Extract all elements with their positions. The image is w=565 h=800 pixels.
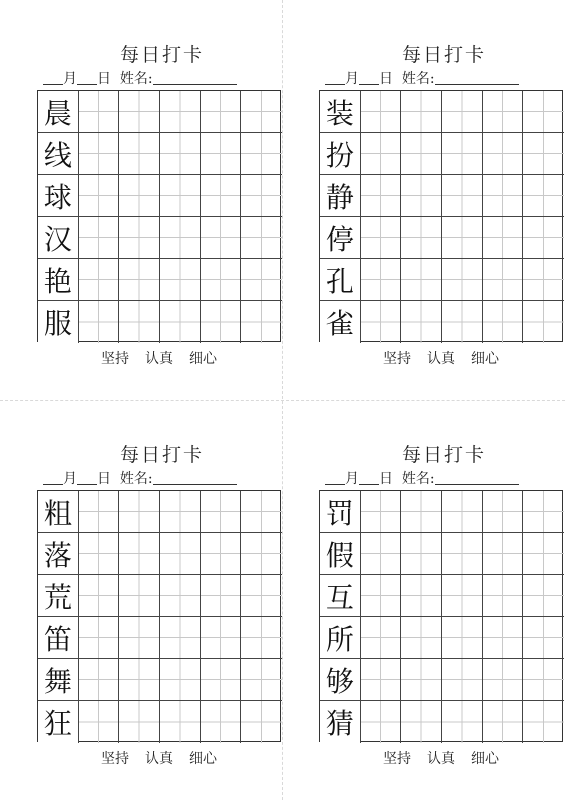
- model-character-cell: [38, 91, 79, 133]
- model-character-cell: [320, 659, 361, 701]
- model-character-cell: [38, 491, 79, 533]
- month-label: 月: [345, 471, 359, 487]
- practice-cell: [442, 617, 483, 659]
- day-label: 日: [379, 471, 393, 487]
- practice-cell: [160, 91, 201, 133]
- model-character-cell: [320, 491, 361, 533]
- day-blank[interactable]: [359, 70, 379, 85]
- day-label: 日: [379, 71, 393, 87]
- practice-cell: [523, 701, 564, 743]
- date-name-line: [325, 68, 519, 88]
- model-character-cell: [320, 91, 361, 133]
- practice-cell: [401, 575, 442, 617]
- card-title: 每日打卡: [119, 444, 204, 466]
- practice-cell: [483, 701, 524, 743]
- practice-cell: [79, 91, 120, 133]
- model-character: 罚: [320, 491, 360, 532]
- model-character: 够: [320, 659, 360, 700]
- practice-cell: [523, 91, 564, 133]
- name-blank[interactable]: [153, 70, 237, 85]
- practice-cell: [401, 301, 442, 343]
- practice-cell: [523, 575, 564, 617]
- practice-cell: [79, 217, 120, 259]
- practice-cell: [401, 533, 442, 575]
- motto-word: 细心: [471, 751, 499, 767]
- practice-cell: [119, 659, 160, 701]
- practice-cell: [119, 217, 160, 259]
- practice-cell: [201, 175, 242, 217]
- motto-word: 细心: [189, 751, 217, 767]
- practice-cell: [442, 301, 483, 343]
- practice-cell: [241, 259, 282, 301]
- model-character: 舞: [38, 659, 78, 700]
- day-blank[interactable]: [359, 470, 379, 485]
- practice-cell: [442, 701, 483, 743]
- practice-grid: [37, 90, 281, 342]
- practice-cell: [79, 533, 120, 575]
- model-character: 停: [320, 217, 360, 258]
- practice-cell: [361, 575, 402, 617]
- practice-cell: [160, 217, 201, 259]
- model-character-cell: [38, 175, 79, 217]
- practice-cell: [483, 133, 524, 175]
- practice-cell: [241, 701, 282, 743]
- practice-cell: [523, 217, 564, 259]
- practice-cell: [523, 259, 564, 301]
- model-character-cell: [320, 701, 361, 743]
- practice-cell: [442, 659, 483, 701]
- model-character: 服: [38, 301, 78, 343]
- model-character-cell: [320, 259, 361, 301]
- practice-cell: [79, 575, 120, 617]
- day-label: 日: [97, 471, 111, 487]
- practice-cell: [442, 217, 483, 259]
- practice-cell: [483, 617, 524, 659]
- practice-cell: [483, 217, 524, 259]
- practice-cell: [241, 617, 282, 659]
- day-blank[interactable]: [77, 470, 97, 485]
- model-character-cell: [38, 217, 79, 259]
- practice-cell: [401, 701, 442, 743]
- practice-cell: [119, 133, 160, 175]
- month-label: 月: [345, 71, 359, 87]
- practice-cell: [119, 575, 160, 617]
- practice-cell: [361, 91, 402, 133]
- model-character-cell: [320, 533, 361, 575]
- practice-cell: [361, 491, 402, 533]
- practice-cell: [201, 491, 242, 533]
- practice-cell: [483, 575, 524, 617]
- day-label: 日: [97, 71, 111, 87]
- practice-cell: [401, 659, 442, 701]
- motto-word: 坚持: [383, 751, 411, 767]
- model-character: 球: [38, 175, 78, 216]
- practice-cell: [361, 301, 402, 343]
- practice-cell: [79, 259, 120, 301]
- date-name-line: [325, 468, 519, 488]
- month-blank[interactable]: [325, 470, 345, 485]
- practice-cell: [442, 259, 483, 301]
- checkin-card: [37, 0, 287, 370]
- practice-cell: [523, 175, 564, 217]
- model-character-cell: [320, 175, 361, 217]
- practice-cell: [201, 91, 242, 133]
- model-character: 晨: [38, 91, 78, 132]
- practice-cell: [79, 617, 120, 659]
- month-label: 月: [63, 71, 77, 87]
- month-label: 月: [63, 471, 77, 487]
- month-blank[interactable]: [43, 470, 63, 485]
- practice-cell: [442, 491, 483, 533]
- practice-cell: [483, 259, 524, 301]
- practice-cell: [483, 533, 524, 575]
- practice-cell: [201, 701, 242, 743]
- practice-cell: [201, 217, 242, 259]
- model-character: 艳: [38, 259, 78, 300]
- model-character: 线: [38, 133, 78, 174]
- practice-cell: [160, 617, 201, 659]
- practice-cell: [361, 175, 402, 217]
- model-character: 汉: [38, 217, 78, 258]
- model-character-cell: [320, 301, 361, 343]
- practice-cell: [361, 259, 402, 301]
- practice-cell: [160, 533, 201, 575]
- name-blank[interactable]: [435, 70, 519, 85]
- practice-cell: [241, 533, 282, 575]
- motto-line: [319, 748, 563, 768]
- practice-cell: [160, 133, 201, 175]
- model-character-cell: [320, 617, 361, 659]
- practice-cell: [201, 575, 242, 617]
- practice-cell: [523, 533, 564, 575]
- practice-cell: [241, 301, 282, 343]
- practice-cell: [79, 491, 120, 533]
- practice-cell: [483, 491, 524, 533]
- model-character: 假: [320, 533, 360, 574]
- practice-cell: [119, 259, 160, 301]
- practice-cell: [361, 617, 402, 659]
- motto-word: 坚持: [383, 351, 411, 367]
- practice-cell: [241, 491, 282, 533]
- card-title: 每日打卡: [401, 44, 486, 66]
- motto-word: 坚持: [101, 751, 129, 767]
- practice-cell: [160, 301, 201, 343]
- practice-cell: [241, 659, 282, 701]
- practice-cell: [361, 133, 402, 175]
- model-character: 互: [320, 575, 360, 616]
- name-label: 姓名:: [119, 71, 153, 87]
- model-character-cell: [38, 659, 79, 701]
- practice-cell: [361, 533, 402, 575]
- model-character: 笛: [38, 617, 78, 658]
- practice-grid: [37, 490, 281, 742]
- practice-grid: [319, 490, 563, 742]
- practice-cell: [523, 133, 564, 175]
- practice-cell: [401, 217, 442, 259]
- model-character: 荒: [38, 575, 78, 616]
- practice-cell: [523, 491, 564, 533]
- practice-cell: [201, 133, 242, 175]
- card-title: 每日打卡: [401, 444, 486, 466]
- practice-cell: [160, 491, 201, 533]
- practice-cell: [523, 617, 564, 659]
- practice-cell: [119, 701, 160, 743]
- practice-cell: [241, 91, 282, 133]
- motto-line: [37, 348, 281, 368]
- card-title: 每日打卡: [119, 44, 204, 66]
- practice-cell: [79, 301, 120, 343]
- model-character-cell: [38, 617, 79, 659]
- practice-cell: [401, 491, 442, 533]
- model-character: 狂: [38, 701, 78, 743]
- practice-cell: [241, 217, 282, 259]
- practice-cell: [201, 259, 242, 301]
- name-blank[interactable]: [435, 470, 519, 485]
- model-character-cell: [320, 575, 361, 617]
- practice-cell: [442, 575, 483, 617]
- model-character-cell: [38, 575, 79, 617]
- model-character: 猜: [320, 701, 360, 743]
- practice-cell: [79, 133, 120, 175]
- checkin-card: [37, 400, 287, 770]
- practice-cell: [160, 575, 201, 617]
- practice-cell: [361, 217, 402, 259]
- motto-word: 坚持: [101, 351, 129, 367]
- practice-cell: [401, 133, 442, 175]
- practice-cell: [79, 659, 120, 701]
- practice-cell: [201, 617, 242, 659]
- date-name-line: [43, 468, 237, 488]
- practice-cell: [361, 659, 402, 701]
- practice-cell: [160, 259, 201, 301]
- model-character: 孔: [320, 259, 360, 300]
- practice-cell: [201, 533, 242, 575]
- motto-word: 认真: [145, 351, 173, 367]
- checkin-card: [319, 0, 565, 370]
- motto-word: 认真: [427, 351, 455, 367]
- model-character-cell: [38, 533, 79, 575]
- motto-line: [37, 748, 281, 768]
- practice-cell: [119, 491, 160, 533]
- name-label: 姓名:: [401, 471, 435, 487]
- model-character-cell: [320, 133, 361, 175]
- practice-cell: [401, 91, 442, 133]
- practice-cell: [241, 175, 282, 217]
- practice-cell: [119, 91, 160, 133]
- day-blank[interactable]: [77, 70, 97, 85]
- model-character: 所: [320, 617, 360, 658]
- month-blank[interactable]: [325, 70, 345, 85]
- practice-cell: [79, 701, 120, 743]
- motto-word: 认真: [427, 751, 455, 767]
- practice-cell: [483, 659, 524, 701]
- practice-cell: [201, 659, 242, 701]
- practice-cell: [483, 301, 524, 343]
- practice-cell: [401, 259, 442, 301]
- practice-cell: [401, 617, 442, 659]
- practice-cell: [160, 701, 201, 743]
- practice-cell: [241, 133, 282, 175]
- motto-word: 细心: [189, 351, 217, 367]
- practice-cell: [483, 91, 524, 133]
- practice-cell: [119, 533, 160, 575]
- model-character-cell: [320, 217, 361, 259]
- model-character: 粗: [38, 491, 78, 532]
- model-character-cell: [38, 701, 79, 743]
- practice-cell: [442, 533, 483, 575]
- model-character-cell: [38, 133, 79, 175]
- name-blank[interactable]: [153, 470, 237, 485]
- practice-cell: [119, 175, 160, 217]
- name-label: 姓名:: [401, 71, 435, 87]
- motto-word: 认真: [145, 751, 173, 767]
- model-character: 落: [38, 533, 78, 574]
- checkin-card: [319, 400, 565, 770]
- model-character-cell: [38, 259, 79, 301]
- practice-grid: [319, 90, 563, 342]
- practice-cell: [79, 175, 120, 217]
- model-character: 装: [320, 91, 360, 132]
- practice-cell: [523, 659, 564, 701]
- practice-cell: [160, 659, 201, 701]
- month-blank[interactable]: [43, 70, 63, 85]
- practice-cell: [442, 91, 483, 133]
- model-character: 静: [320, 175, 360, 216]
- date-name-line: [43, 68, 237, 88]
- practice-cell: [523, 301, 564, 343]
- model-character-cell: [38, 301, 79, 343]
- practice-cell: [401, 175, 442, 217]
- practice-cell: [442, 133, 483, 175]
- practice-cell: [361, 701, 402, 743]
- model-character: 扮: [320, 133, 360, 174]
- practice-cell: [241, 575, 282, 617]
- practice-cell: [483, 175, 524, 217]
- practice-cell: [119, 301, 160, 343]
- model-character: 雀: [320, 301, 360, 343]
- practice-cell: [442, 175, 483, 217]
- motto-line: [319, 348, 563, 368]
- motto-word: 细心: [471, 351, 499, 367]
- name-label: 姓名:: [119, 471, 153, 487]
- practice-cell: [119, 617, 160, 659]
- practice-cell: [160, 175, 201, 217]
- practice-cell: [201, 301, 242, 343]
